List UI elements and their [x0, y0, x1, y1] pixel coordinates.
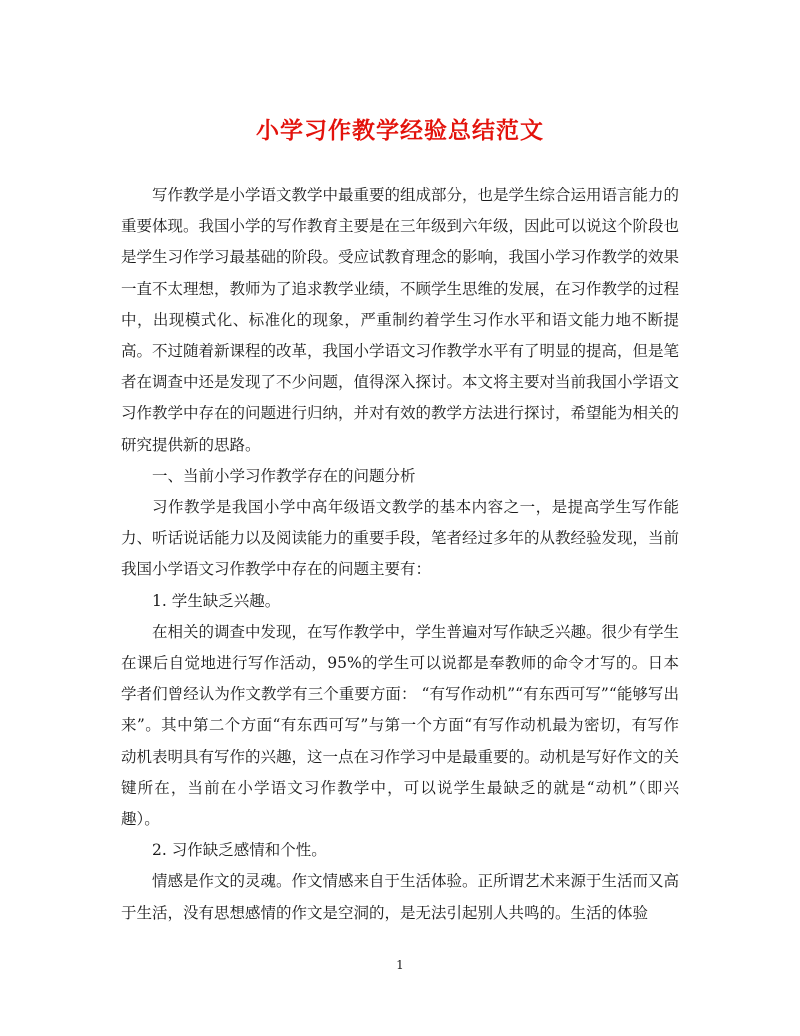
subheading-lack-of-interest: 1. 学生缺乏兴趣。 — [152, 591, 281, 610]
document-body — [121, 180, 679, 929]
document-title: 小学习作教学经验总结范文 — [256, 117, 544, 144]
section-heading-problems: 一、当前小学习作教学存在的问题分析 — [152, 466, 416, 485]
paragraph-lack-of-emotion: 情感是作文的灵魂。作文情感来自于生活体验。正所谓艺术来源于生活而又高于生活，没有思想感情的作文是空洞的，是无法引起别人共鸣的。生活的体验 — [121, 872, 680, 922]
page-number: 1 — [396, 958, 404, 972]
paragraph-intro: 写作教学是小学语文教学中最重要的组成部分，也是学生综合运用语言能力的重要体现。我国小学的写作教育主要是在三年级到六年级，因此可以说这个阶段也是学生习作学习最基础的阶段。受应试教育理念的影响，我国小学习作教学的效果一直不太理想，教师为了追求教学业绩，不顾学生思维的发展，在习作教学的过程中，出现模式化、标准化的现象，严重制约着学生习作水平和语文能力地不断提高。不过随着新课程的改革，我国小学语文习作教学水平有了明显的提高，但是笔者在调查中还是发现了不少问题，值得深入探讨。本文将主要对当前我国小学语文习作教学中存在的问题进行归纳，并对有效的教学方法进行探讨，希望能为相关的研究提供新的思路。 — [121, 186, 680, 454]
paragraph-problems-overview: 习作教学是我国小学中高年级语文教学的基本内容之一，是提高学生写作能力、听话说话能力以及阅读能力的重要手段，笔者经过多年的从教经验发现，当前我国小学语文习作教学中存在的问题主要有： — [121, 498, 680, 579]
paragraph-lack-of-interest: 在相关的调查中发现，在写作教学中，学生普遍对写作缺乏兴趣。很少有学生在课后自觉地进行写作活动，95%的学生可以说都是奉教师的命令才写的。日本学者们曾经认为作文教学有三个重要方面： “有写作动机”“有东西可写”“能够写出来”。其中第二个方面“有东西可写”与第一个方面“有写作动机最为密切，有写作动机表明具有写作的兴趣，这一点在习作学习中是最重要的。动机是写好作文的关键所在，当前在小学语文习作教学中，可以说学生最缺乏的就是“动机”（即兴趣）。 — [121, 622, 680, 829]
subheading-lack-of-emotion: 2. 习作缺乏感情和个性。 — [152, 841, 327, 860]
